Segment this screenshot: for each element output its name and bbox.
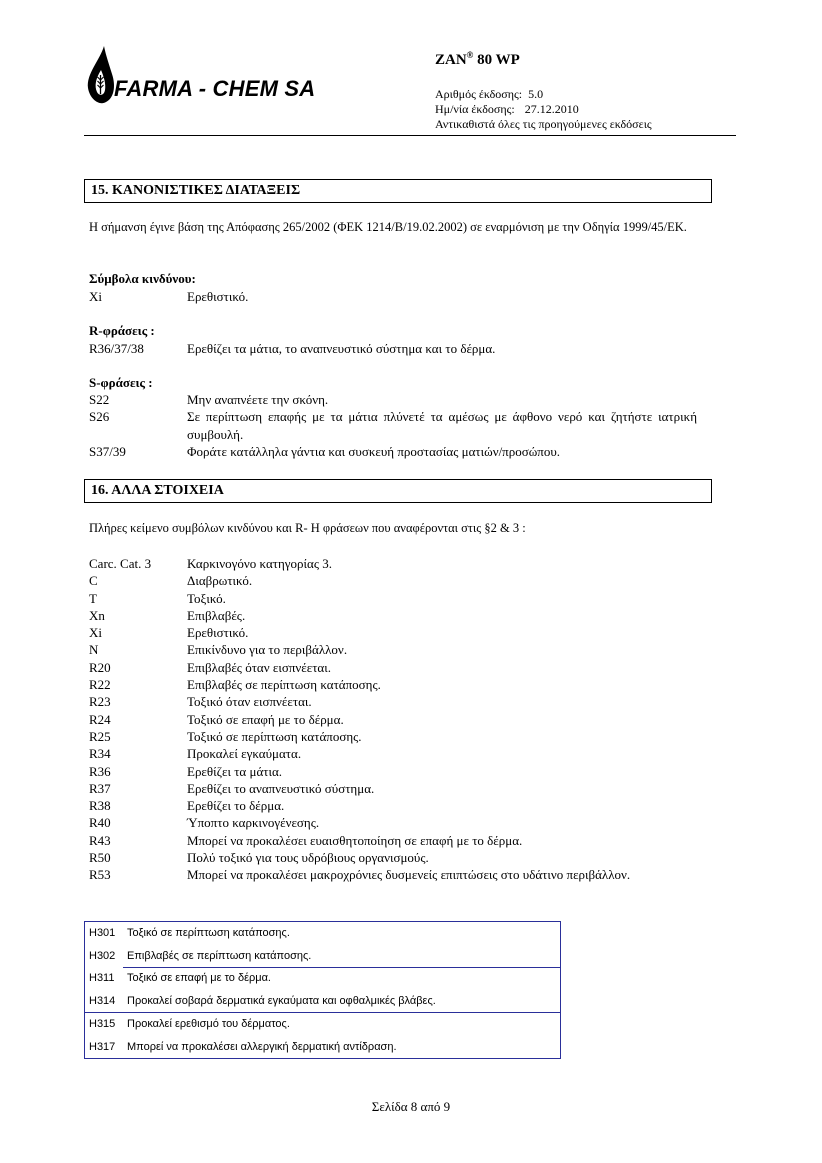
list-item xyxy=(89,676,697,693)
item-code: N xyxy=(89,642,99,658)
item-text: Ύποπτο καρκινογένεσης. xyxy=(187,815,320,831)
list-item xyxy=(89,693,697,710)
s-phrases-heading: S-φράσεις : xyxy=(89,375,153,390)
h-text: Μπορεί να προκαλέσει αλλεργική δερματική αντίδραση. xyxy=(127,1040,397,1053)
section-15-title: 15. ΚΑΝΟΝΙΣΤΙΚΕΣ ΔΙΑΤΑΞΕΙΣ xyxy=(84,179,712,203)
item-text: Επικίνδυνο για το περιβάλλον. xyxy=(187,642,348,658)
item-text: Ερεθιστικό. xyxy=(187,289,249,304)
h-text: Τοξικό σε επαφή με το δέρμα. xyxy=(127,972,271,984)
page-number: Σελίδα 8 από 9 xyxy=(371,1099,451,1114)
r-phrases-list xyxy=(89,340,697,357)
item-code: S26 xyxy=(89,409,110,425)
item-code: R36/37/38 xyxy=(89,341,144,356)
item-code: R25 xyxy=(89,728,111,744)
item-code: R38 xyxy=(89,798,111,814)
list-item xyxy=(89,443,697,460)
company-name: FARMA - CHEM SA xyxy=(114,76,316,101)
list-item xyxy=(89,408,697,443)
item-text: Διαβρωτικό. xyxy=(187,573,253,589)
item-text: Φοράτε κατάλληλα γάντια και συσκευή προστασίας ματιών/προσώπου. xyxy=(187,443,561,459)
flame-drop-icon xyxy=(84,44,118,108)
list-item xyxy=(89,659,697,676)
product-suffix: 80 WP xyxy=(477,52,520,68)
document-meta xyxy=(435,87,652,132)
product-name: ZAN xyxy=(435,52,467,68)
item-code: T xyxy=(89,590,97,606)
list-item xyxy=(89,572,697,589)
list-item xyxy=(89,763,697,780)
item-code: R50 xyxy=(89,850,111,866)
item-text: Μην αναπνέετε την σκόνη. xyxy=(187,392,329,407)
item-text: Σε περίπτωση επαφής με τα μάτια πλύνετέ τα αμέσως με άφθονο νερό και ζητήστε ιατρική συμβουλή. xyxy=(187,409,697,442)
item-text: Μπορεί να προκαλέσει μακροχρόνιες δυσμενείς επιπτώσεις στο υδάτινο περιβάλλον. xyxy=(187,867,631,883)
item-code: R53 xyxy=(89,867,111,883)
item-code: R37 xyxy=(89,780,111,796)
date-label: Ημ/νία έκδοσης: xyxy=(435,102,515,116)
item-code: R23 xyxy=(89,694,111,710)
h-text: Τοξικό σε περίπτωση κατάποσης. xyxy=(127,927,290,939)
header-divider xyxy=(84,135,736,136)
item-text: Καρκινογόνο κατηγορίας 3. xyxy=(187,556,332,571)
list-item xyxy=(89,555,697,572)
item-text: Τοξικό σε επαφή με το δέρμα. xyxy=(187,711,344,727)
registered-mark: ® xyxy=(466,50,474,60)
list-item xyxy=(89,340,697,357)
table-row xyxy=(85,922,560,945)
h-code: H314 xyxy=(89,994,116,1007)
h-text: Προκαλεί σοβαρά δερματικά εγκαύματα και οφθαλμικές βλάβες. xyxy=(127,994,436,1007)
list-item xyxy=(89,745,697,762)
item-code: C xyxy=(89,573,98,589)
r-phrases-heading: R-φράσεις : xyxy=(89,323,155,338)
item-text: Επιβλαβές όταν εισπνέεται. xyxy=(187,659,331,675)
hazard-symbols-heading: Σύμβολα κινδύνου: xyxy=(89,271,196,286)
list-item xyxy=(89,590,697,607)
list-item xyxy=(89,711,697,728)
symbols-phrases-list xyxy=(89,555,697,884)
item-text: Ερεθίζει τα μάτια. xyxy=(187,763,283,779)
list-item xyxy=(89,832,697,849)
item-text: Τοξικό σε περίπτωση κατάποσης. xyxy=(187,728,362,744)
item-code: R40 xyxy=(89,815,111,831)
company-logo xyxy=(84,44,334,108)
item-code: Xn xyxy=(89,607,105,623)
item-code: R20 xyxy=(89,659,111,675)
item-text: Τοξικό. xyxy=(187,590,226,606)
item-text: Επιβλαβές σε περίπτωση κατάποσης. xyxy=(187,677,381,693)
list-item xyxy=(89,814,697,831)
table-row xyxy=(85,1012,560,1036)
item-code: R22 xyxy=(89,677,111,693)
section-15-intro: Η σήμανση έγινε βάση της Απόφασης 265/2002 (ΦΕΚ 1214/Β/19.02.2002) σε εναρμόνιση με την Οδηγία 1999/45/ΕΚ. xyxy=(89,220,687,234)
h-statements-table xyxy=(84,921,561,1059)
item-text: Επιβλαβές. xyxy=(187,607,246,623)
table-row xyxy=(85,945,560,968)
h-text: Προκαλεί ερεθισμό του δέρματος. xyxy=(127,1018,290,1030)
item-text: Ερεθίζει το δέρμα. xyxy=(187,798,285,814)
item-text: Ερεθίζει τα μάτια, το αναπνευστικό σύστημα και το δέρμα. xyxy=(187,341,496,356)
list-item xyxy=(89,797,697,814)
s-phrases-list xyxy=(89,391,697,460)
section-16-intro: Πλήρες κείμενο συμβόλων κινδύνου και R- Η φράσεων που αναφέρονται στις §2 & 3 : xyxy=(89,521,526,535)
list-item xyxy=(89,866,697,883)
item-code: Xi xyxy=(89,625,102,641)
item-code: S37/39 xyxy=(89,443,126,459)
item-code: R34 xyxy=(89,746,111,762)
h-code: H302 xyxy=(89,949,116,962)
h-code: H317 xyxy=(89,1040,116,1053)
item-text: Ερεθιστικό. xyxy=(187,625,249,641)
product-title xyxy=(435,50,520,69)
item-code: Xi xyxy=(89,289,102,304)
list-item xyxy=(89,624,697,641)
h-text: Επιβλαβές σε περίπτωση κατάποσης. xyxy=(127,949,312,962)
hazard-symbols-list xyxy=(89,288,697,305)
table-row xyxy=(85,990,560,1013)
item-code: R43 xyxy=(89,832,111,848)
item-code: R36 xyxy=(89,763,111,779)
list-item xyxy=(89,391,697,408)
list-item xyxy=(89,780,697,797)
item-text: Προκαλεί εγκαύματα. xyxy=(187,746,302,762)
item-text: Τοξικό όταν εισπνέεται. xyxy=(187,694,312,710)
h-code: H301 xyxy=(89,927,116,939)
item-code: Carc. Cat. 3 xyxy=(89,556,152,571)
item-text: Ερεθίζει το αναπνευστικό σύστημα. xyxy=(187,780,375,796)
list-item xyxy=(89,607,697,624)
item-text: Πολύ τοξικό για τους υδρόβιους οργανισμούς. xyxy=(187,850,429,866)
h-code: H315 xyxy=(89,1018,116,1030)
h-code: H311 xyxy=(89,972,115,984)
list-item xyxy=(89,728,697,745)
replaces-note: Αντικαθιστά όλες τις προηγούμενες εκδόσεις xyxy=(435,117,652,131)
item-code: R24 xyxy=(89,711,111,727)
list-item xyxy=(89,288,697,305)
list-item xyxy=(89,849,697,866)
section-16-title: 16. ΑΛΛΑ ΣΤΟΙΧΕΙΑ xyxy=(84,479,712,503)
table-row xyxy=(85,967,560,990)
table-row xyxy=(85,1036,560,1059)
edition-label: Αριθμός έκδοσης: xyxy=(435,87,523,101)
edition-value: 5.0 xyxy=(528,87,544,101)
date-value: 27.12.2010 xyxy=(524,102,579,116)
list-item xyxy=(89,641,697,658)
item-code: S22 xyxy=(89,392,110,407)
item-text: Μπορεί να προκαλέσει ευαισθητοποίηση σε επαφή με το δέρμα. xyxy=(187,832,523,848)
